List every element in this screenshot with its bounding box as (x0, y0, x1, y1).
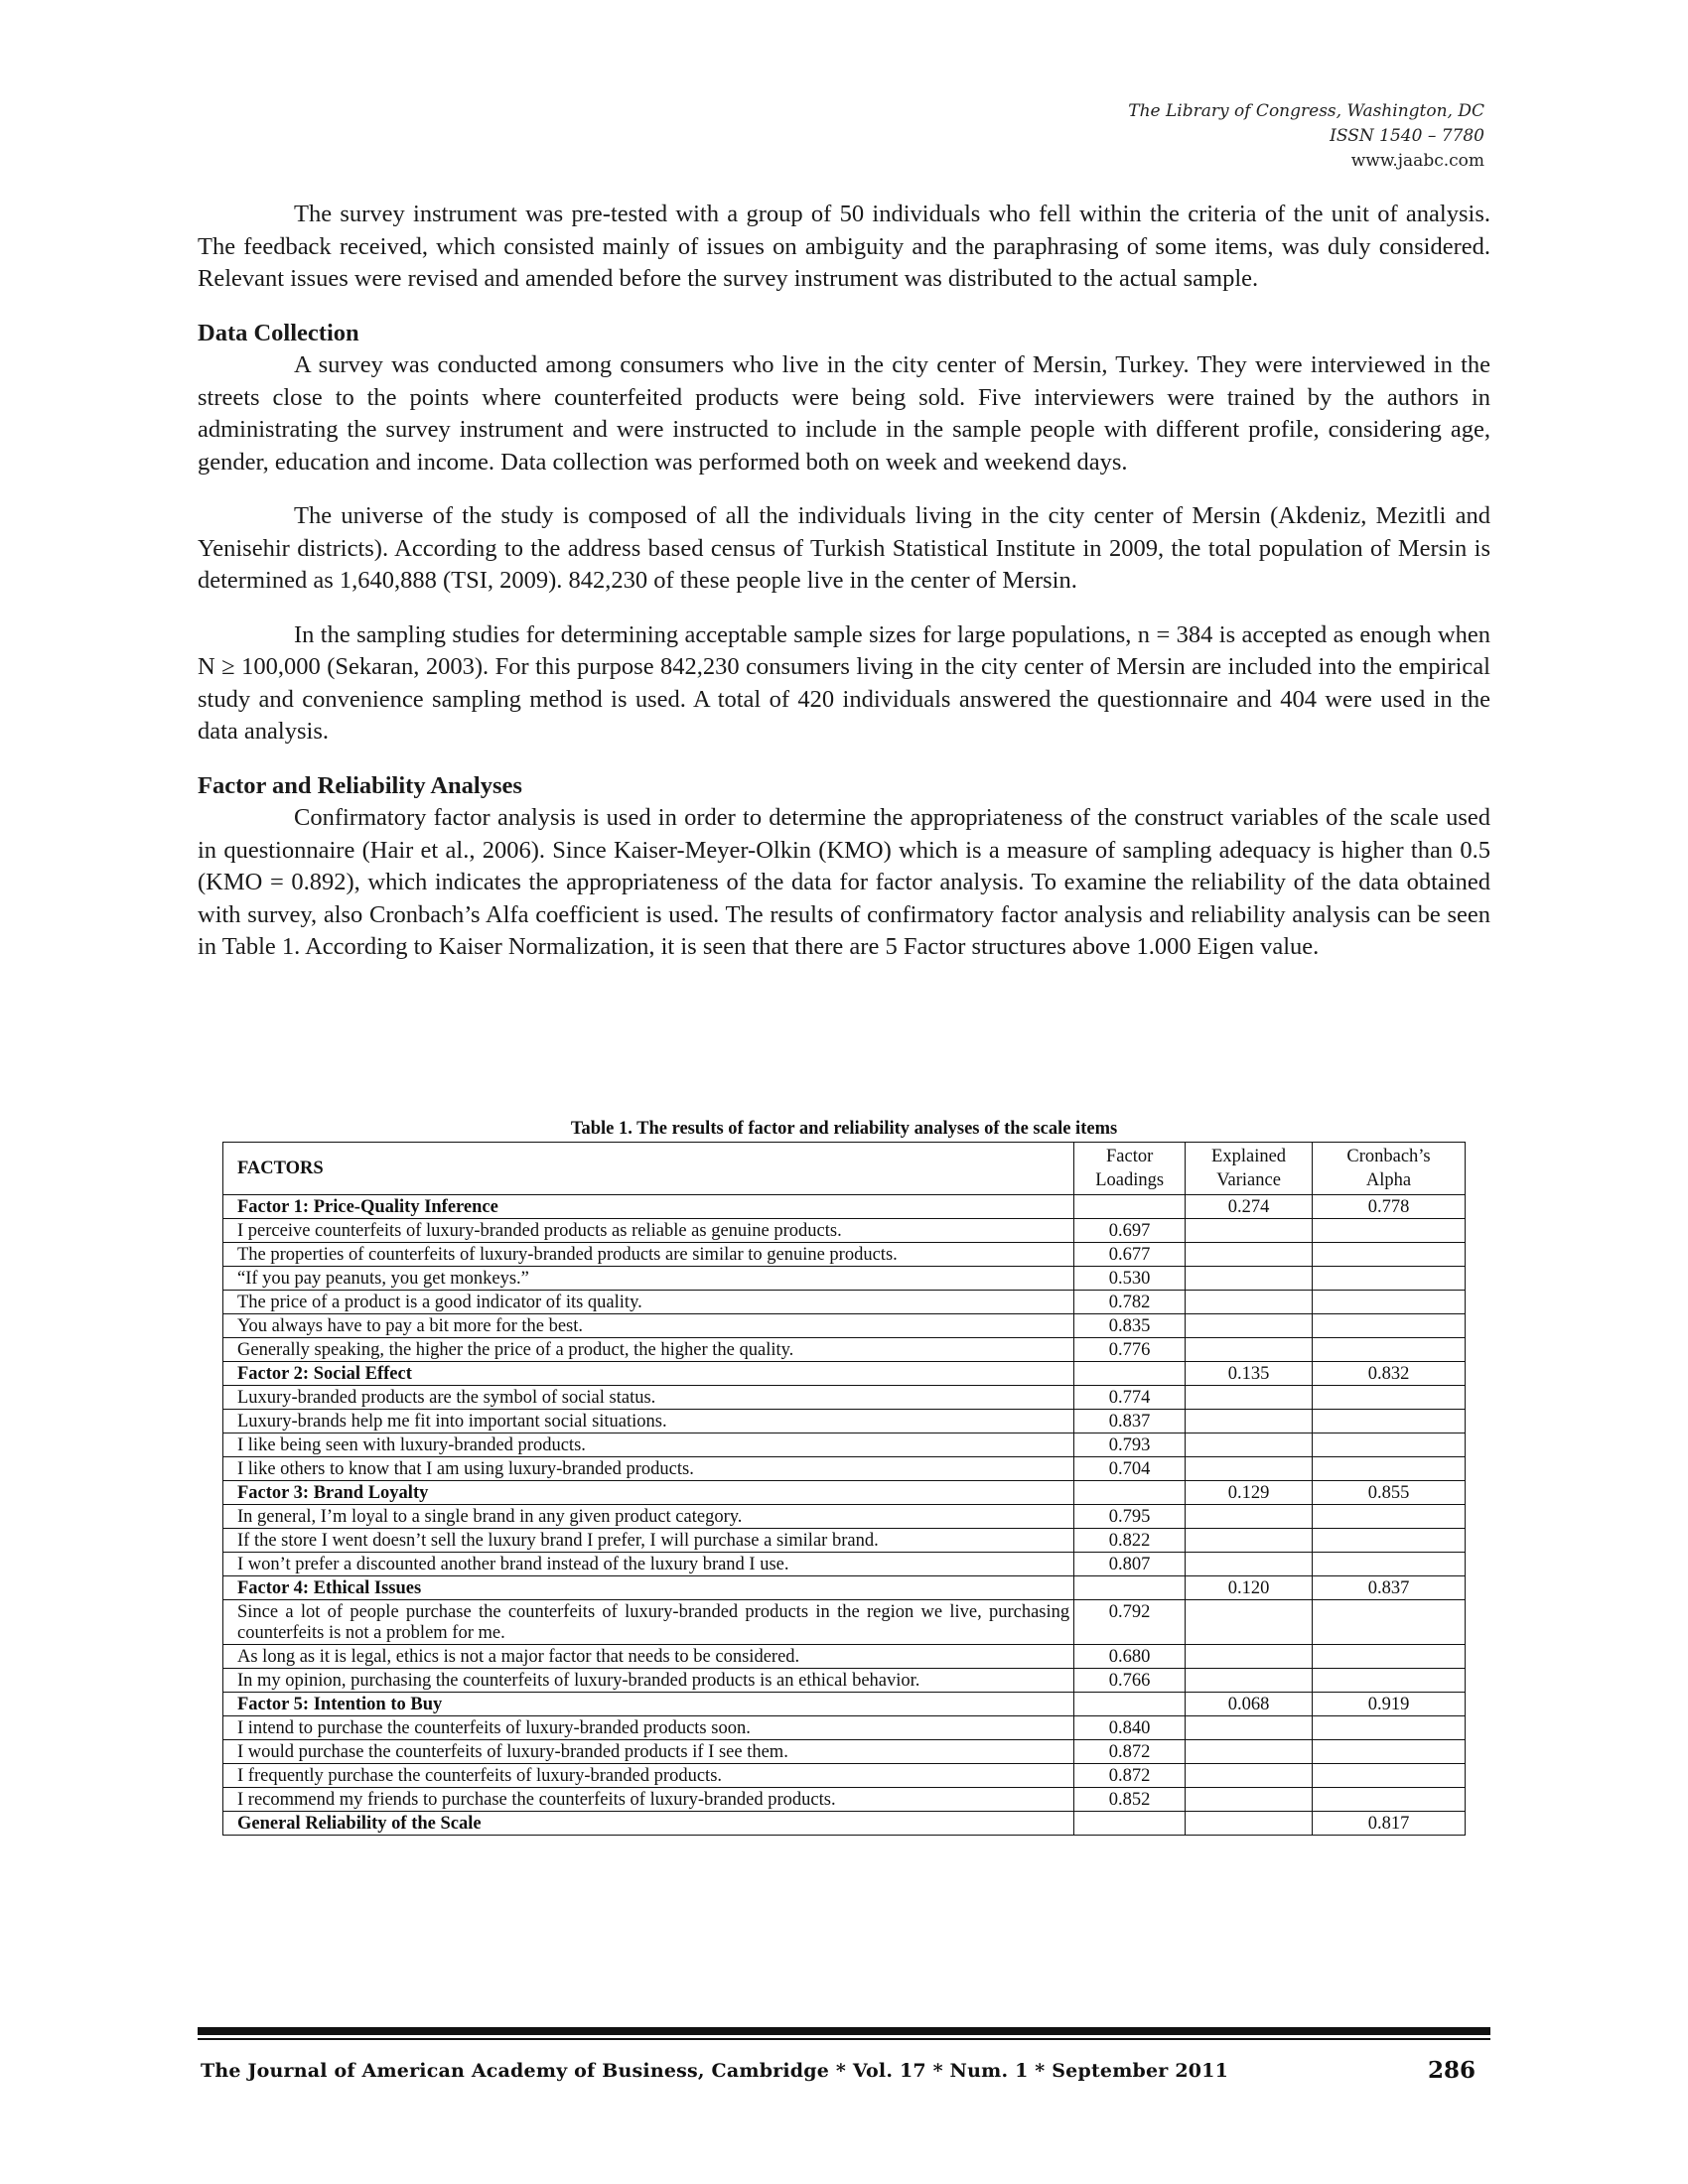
header-alpha-line2: Alpha (1365, 1170, 1412, 1190)
explained-variance-cell: 0.068 (1186, 1693, 1313, 1716)
table-body (223, 1195, 1466, 1836)
item-statement: Since a lot of people purchase the counterfeits of luxury-branded products in the region we live, purchasing counterfeits is not a problem for me. (223, 1600, 1074, 1645)
explained-variance-cell (1186, 1410, 1313, 1433)
running-header (1128, 99, 1484, 174)
table-row (223, 1386, 1466, 1410)
item-statement: The price of a product is a good indicator of its quality. (223, 1291, 1074, 1314)
explained-variance-cell (1186, 1291, 1313, 1314)
factor-loading-cell: 0.774 (1074, 1386, 1186, 1410)
factor-loading-cell: 0.837 (1074, 1410, 1186, 1433)
cronbach-alpha-cell (1313, 1764, 1466, 1788)
cronbach-alpha-cell (1313, 1600, 1466, 1645)
cronbach-alpha-cell (1313, 1645, 1466, 1669)
cronbach-alpha-cell (1313, 1243, 1466, 1267)
header-loadings-line1: Factor (1105, 1147, 1154, 1166)
explained-variance-cell: 0.135 (1186, 1362, 1313, 1386)
explained-variance-cell (1186, 1529, 1313, 1553)
table-row (223, 1314, 1466, 1338)
explained-variance-cell (1186, 1740, 1313, 1764)
factor-loading-cell: 0.766 (1074, 1669, 1186, 1693)
footer-rule-thick (198, 2027, 1490, 2035)
table-row (223, 1410, 1466, 1433)
cronbach-alpha-cell (1313, 1505, 1466, 1529)
factor-row (223, 1812, 1466, 1836)
item-statement: As long as it is legal, ethics is not a major factor that needs to be considered. (223, 1645, 1074, 1669)
cronbach-alpha-cell (1313, 1529, 1466, 1553)
header-variance-line2: Variance (1216, 1170, 1281, 1190)
cronbach-alpha-cell (1313, 1219, 1466, 1243)
table-row (223, 1505, 1466, 1529)
table-row (223, 1338, 1466, 1362)
item-statement: I perceive counterfeits of luxury-branded products as reliable as genuine products. (223, 1219, 1074, 1243)
explained-variance-cell (1186, 1669, 1313, 1693)
item-statement: I won’t prefer a discounted another brand instead of the luxury brand I use. (223, 1553, 1074, 1576)
factor-row (223, 1362, 1466, 1386)
factor-row (223, 1481, 1466, 1505)
explained-variance-cell (1186, 1433, 1313, 1457)
item-statement: In my opinion, purchasing the counterfeits of luxury-branded products is an ethical behavior. (223, 1669, 1074, 1693)
explained-variance-cell: 0.274 (1186, 1195, 1313, 1219)
cronbach-alpha-cell (1313, 1553, 1466, 1576)
cronbach-alpha-cell (1313, 1386, 1466, 1410)
table-row (223, 1433, 1466, 1457)
factor-loading-cell: 0.680 (1074, 1645, 1186, 1669)
item-statement: The properties of counterfeits of luxury-branded products are similar to genuine products. (223, 1243, 1074, 1267)
paragraph-sampling: In the sampling studies for determining acceptable sample sizes for large populations, n = 384 is accepted as enough when N ≥ 100,000 (Sekaran, 2003). For this purpose 842,230 consumers living in the city center of Mersin are included into the empirical study and convenience sampling method is used. A total of 420 individuals answered the questionnaire and 404 were used in the data analysis. (198, 620, 1490, 745)
factor-loading-cell: 0.872 (1074, 1764, 1186, 1788)
header-loadings-line2: Loadings (1095, 1170, 1165, 1190)
explained-variance-cell: 0.120 (1186, 1576, 1313, 1600)
table-row (223, 1457, 1466, 1481)
explained-variance-cell (1186, 1457, 1313, 1481)
header-variance-line1: Explained (1211, 1147, 1287, 1166)
explained-variance-cell (1186, 1338, 1313, 1362)
factor-loading-cell: 0.782 (1074, 1291, 1186, 1314)
footer-journal-title: The Journal of American Academy of Business, Cambridge * Vol. 17 * Num. 1 * September 2011 (201, 2060, 1229, 2082)
factor-label: Factor 2: Social Effect (223, 1362, 1074, 1386)
paragraph-universe: The universe of the study is composed of all the individuals living in the city center of Mersin (Akdeniz, Mezitli and Yenisehir districts). According to the address based census of Turkish Statistical Institute in 2009, the total population of Mersin is determined as 1,640,888 (TSI, 2009). 842,230 of these people live in the center of Mersin. (198, 502, 1490, 594)
explained-variance-cell (1186, 1716, 1313, 1740)
factor-loading-cell: 0.835 (1074, 1314, 1186, 1338)
factor-loading-cell: 0.822 (1074, 1529, 1186, 1553)
factor-label: Factor 1: Price-Quality Inference (223, 1195, 1074, 1219)
footer-rule-thin (198, 2038, 1490, 2040)
item-statement: I intend to purchase the counterfeits of luxury-branded products soon. (223, 1716, 1074, 1740)
explained-variance-cell (1186, 1812, 1313, 1836)
table-row (223, 1740, 1466, 1764)
factor-row (223, 1576, 1466, 1600)
explained-variance-cell (1186, 1386, 1313, 1410)
paragraph-survey: A survey was conducted among consumers who live in the city center of Mersin, Turkey. They were interviewed in the streets close to the points where counterfeited products were being sold. Five interviewers were trained by the authors in administrating the survey instrument and were instructed to include in the sample people with different profile, considering age, gender, education and income. Data collection was performed both on week and weekend days. (198, 351, 1490, 476)
paragraph-pretest: The survey instrument was pre-tested with a group of 50 individuals who fell within the criteria of the unit of analysis. The feedback received, which consisted mainly of issues on ambiguity and the paraphrasing of some items, was duly considered. Relevant issues were revised and amended before the survey instrument was distributed to the actual sample. (198, 201, 1490, 292)
factor-label: Factor 5: Intention to Buy (223, 1693, 1074, 1716)
table-row (223, 1669, 1466, 1693)
factor-loading-cell (1074, 1693, 1186, 1716)
table-row (223, 1600, 1466, 1645)
explained-variance-cell (1186, 1219, 1313, 1243)
factor-loading-cell: 0.697 (1074, 1219, 1186, 1243)
header-cronbach-alpha (1313, 1143, 1466, 1195)
table-row (223, 1243, 1466, 1267)
item-statement: If the store I went doesn’t sell the luxury brand I prefer, I will purchase a similar brand. (223, 1529, 1074, 1553)
paragraph-factor-analysis: Confirmatory factor analysis is used in order to determine the appropriateness of the construct variables of the scale used in questionnaire (Hair et al., 2006). Since Kaiser-Meyer-Olkin (KMO) which is a measure of sampling adequacy is higher than 0.5 (KMO = 0.892), which indicates the appropriateness of the data for factor analysis. To examine the reliability of the data obtained with survey, also Cronbach’s Alfa coefficient is used. The results of confirmatory factor analysis and reliability analysis can be seen in Table 1. According to Kaiser Normalization, it is seen that there are 5 Factor structures above 1.000 Eigen value. (198, 804, 1490, 960)
factor-loading-cell: 0.776 (1074, 1338, 1186, 1362)
explained-variance-cell (1186, 1267, 1313, 1291)
explained-variance-cell: 0.129 (1186, 1481, 1313, 1505)
explained-variance-cell (1186, 1600, 1313, 1645)
table-row (223, 1645, 1466, 1669)
cronbach-alpha-cell (1313, 1669, 1466, 1693)
cronbach-alpha-cell (1313, 1314, 1466, 1338)
heading-factor-reliability: Factor and Reliability Analyses (198, 771, 522, 799)
table-row (223, 1764, 1466, 1788)
item-statement: Generally speaking, the higher the price of a product, the higher the quality. (223, 1338, 1074, 1362)
header-factors: FACTORS (223, 1143, 1074, 1195)
header-factor-loadings (1074, 1143, 1186, 1195)
explained-variance-cell (1186, 1314, 1313, 1338)
header-alpha-line1: Cronbach’s (1346, 1147, 1431, 1166)
factor-loading-cell (1074, 1576, 1186, 1600)
factor-row (223, 1195, 1466, 1219)
table-header-row (223, 1143, 1466, 1195)
cronbach-alpha-cell: 0.832 (1313, 1362, 1466, 1386)
item-statement: In general, I’m loyal to a single brand in any given product category. (223, 1505, 1074, 1529)
item-statement: You always have to pay a bit more for the best. (223, 1314, 1074, 1338)
item-statement: Luxury-brands help me fit into important social situations. (223, 1410, 1074, 1433)
factor-loading-cell: 0.793 (1074, 1433, 1186, 1457)
table-row (223, 1553, 1466, 1576)
explained-variance-cell (1186, 1505, 1313, 1529)
explained-variance-cell (1186, 1645, 1313, 1669)
cronbach-alpha-cell (1313, 1740, 1466, 1764)
body-text (198, 199, 1490, 964)
header-url[interactable]: www.jaabc.com (1350, 151, 1484, 171)
page-number: 286 (1427, 2057, 1476, 2084)
cronbach-alpha-cell (1313, 1291, 1466, 1314)
factor-loading-cell: 0.677 (1074, 1243, 1186, 1267)
factor-loading-cell (1074, 1481, 1186, 1505)
item-statement: I like others to know that I am using luxury-branded products. (223, 1457, 1074, 1481)
cronbach-alpha-cell: 0.919 (1313, 1693, 1466, 1716)
results-table (222, 1142, 1466, 1836)
header-issn: ISSN 1540 – 7780 (1330, 126, 1484, 146)
cronbach-alpha-cell (1313, 1338, 1466, 1362)
table-row (223, 1716, 1466, 1740)
factor-loading-cell: 0.852 (1074, 1788, 1186, 1812)
factor-loading-cell (1074, 1362, 1186, 1386)
item-statement: Luxury-branded products are the symbol of social status. (223, 1386, 1074, 1410)
factor-row (223, 1693, 1466, 1716)
cronbach-alpha-cell (1313, 1267, 1466, 1291)
factor-loading-cell: 0.792 (1074, 1600, 1186, 1645)
factor-label: Factor 3: Brand Loyalty (223, 1481, 1074, 1505)
factor-loading-cell: 0.795 (1074, 1505, 1186, 1529)
table-row (223, 1529, 1466, 1553)
cronbach-alpha-cell (1313, 1410, 1466, 1433)
cronbach-alpha-cell: 0.855 (1313, 1481, 1466, 1505)
explained-variance-cell (1186, 1553, 1313, 1576)
cronbach-alpha-cell: 0.837 (1313, 1576, 1466, 1600)
cronbach-alpha-cell (1313, 1457, 1466, 1481)
factor-loading-cell: 0.840 (1074, 1716, 1186, 1740)
item-statement: I would purchase the counterfeits of luxury-branded products if I see them. (223, 1740, 1074, 1764)
table-row (223, 1219, 1466, 1243)
factor-loading-cell (1074, 1195, 1186, 1219)
table-caption: Table 1. The results of factor and reliability analyses of the scale items (570, 1119, 1118, 1139)
factor-label: Factor 4: Ethical Issues (223, 1576, 1074, 1600)
table-row (223, 1788, 1466, 1812)
factor-loading-cell: 0.530 (1074, 1267, 1186, 1291)
item-statement: I recommend my friends to purchase the counterfeits of luxury-branded products. (223, 1788, 1074, 1812)
factor-loading-cell: 0.704 (1074, 1457, 1186, 1481)
factor-loading-cell: 0.807 (1074, 1553, 1186, 1576)
table-row (223, 1291, 1466, 1314)
factor-loading-cell (1074, 1812, 1186, 1836)
item-statement: “If you pay peanuts, you get monkeys.” (223, 1267, 1074, 1291)
cronbach-alpha-cell (1313, 1788, 1466, 1812)
explained-variance-cell (1186, 1788, 1313, 1812)
header-publisher: The Library of Congress, Washington, DC (1128, 101, 1484, 121)
cronbach-alpha-cell (1313, 1716, 1466, 1740)
header-explained-variance (1186, 1143, 1313, 1195)
factor-loading-cell: 0.872 (1074, 1740, 1186, 1764)
item-statement: I like being seen with luxury-branded products. (223, 1433, 1074, 1457)
explained-variance-cell (1186, 1243, 1313, 1267)
cronbach-alpha-cell: 0.817 (1313, 1812, 1466, 1836)
factor-label: General Reliability of the Scale (223, 1812, 1074, 1836)
explained-variance-cell (1186, 1764, 1313, 1788)
cronbach-alpha-cell (1313, 1433, 1466, 1457)
cronbach-alpha-cell: 0.778 (1313, 1195, 1466, 1219)
item-statement: I frequently purchase the counterfeits of luxury-branded products. (223, 1764, 1074, 1788)
table-row (223, 1267, 1466, 1291)
heading-data-collection: Data Collection (198, 319, 359, 346)
